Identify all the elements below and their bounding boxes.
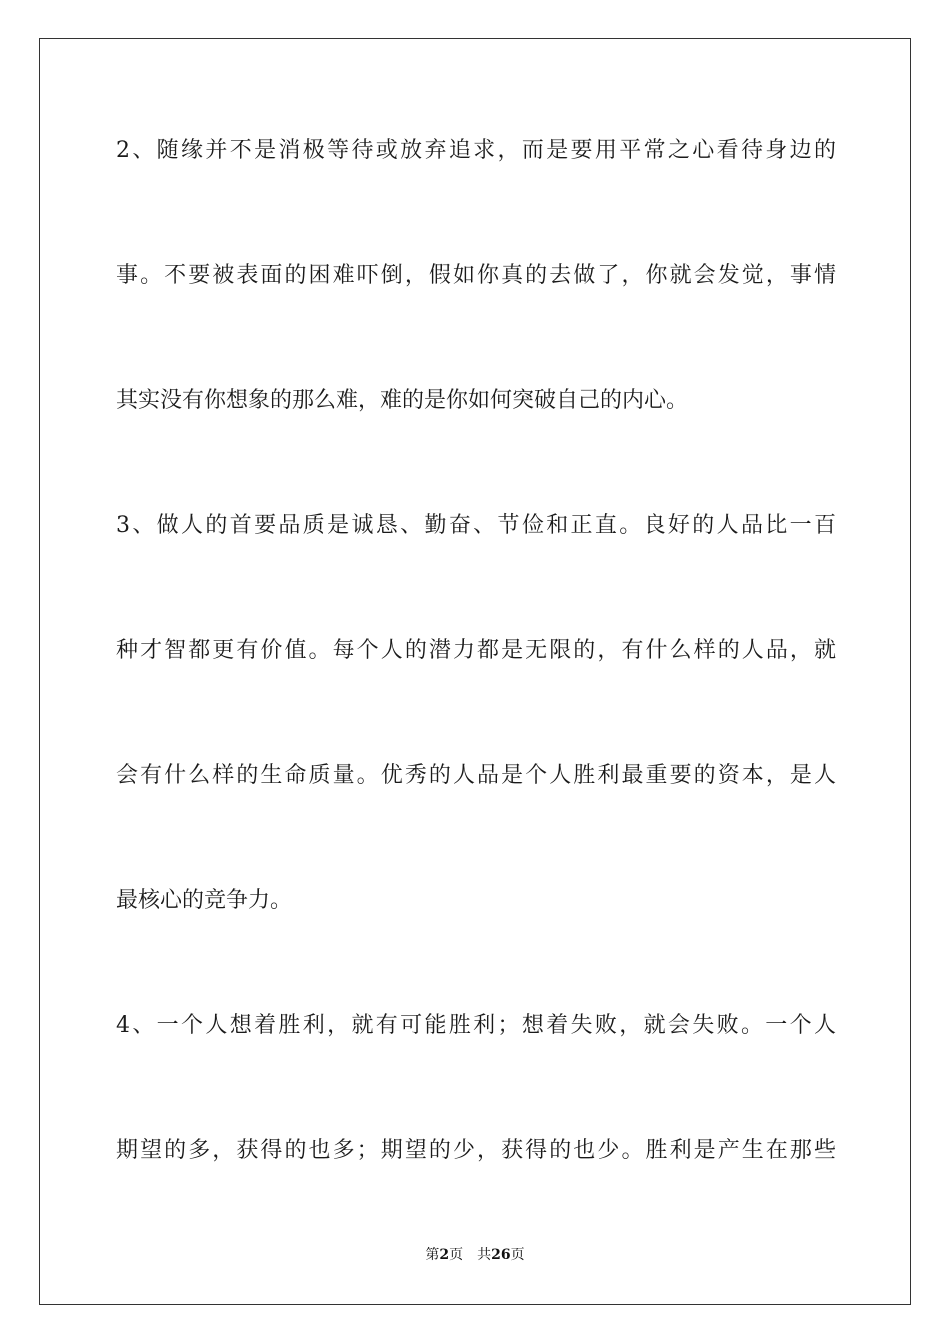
page-prefix: 第	[425, 1247, 440, 1263]
text-line-5: 种才智都更有价值。每个人的潜力都是无限的，有什么样的人品，就	[116, 638, 836, 663]
page-footer	[0, 1245, 950, 1265]
page-unit: 页	[449, 1247, 464, 1263]
text-line-9: 期望的多，获得的也多；期望的少，获得的也少。胜利是产生在那些	[116, 1138, 836, 1163]
text-line-2: 事。不要被表面的困难吓倒，假如你真的去做了，你就会发觉，事情	[116, 263, 836, 288]
page-border	[39, 38, 911, 1305]
total-prefix: 共	[477, 1247, 492, 1263]
text-line-6: 会有什么样的生命质量。优秀的人品是个人胜利最重要的资本，是人	[116, 763, 836, 788]
text-line-1: 2、随缘并不是消极等待或放弃追求，而是要用平常之心看待身边的	[116, 138, 836, 163]
page-current: 2	[439, 1247, 450, 1263]
text-line-7: 最核心的竞争力。	[116, 888, 293, 913]
page-total: 26	[491, 1247, 511, 1263]
text-line-8: 4、一个人想着胜利，就有可能胜利；想着失败，就会失败。一个人	[116, 1013, 836, 1038]
text-line-3: 其实没有你想象的那么难，难的是你如何突破自己的内心。	[116, 388, 689, 413]
text-line-4: 3、做人的首要品质是诚恳、勤奋、节俭和正直。良好的人品比一百	[116, 513, 836, 538]
total-unit: 页	[510, 1247, 525, 1263]
